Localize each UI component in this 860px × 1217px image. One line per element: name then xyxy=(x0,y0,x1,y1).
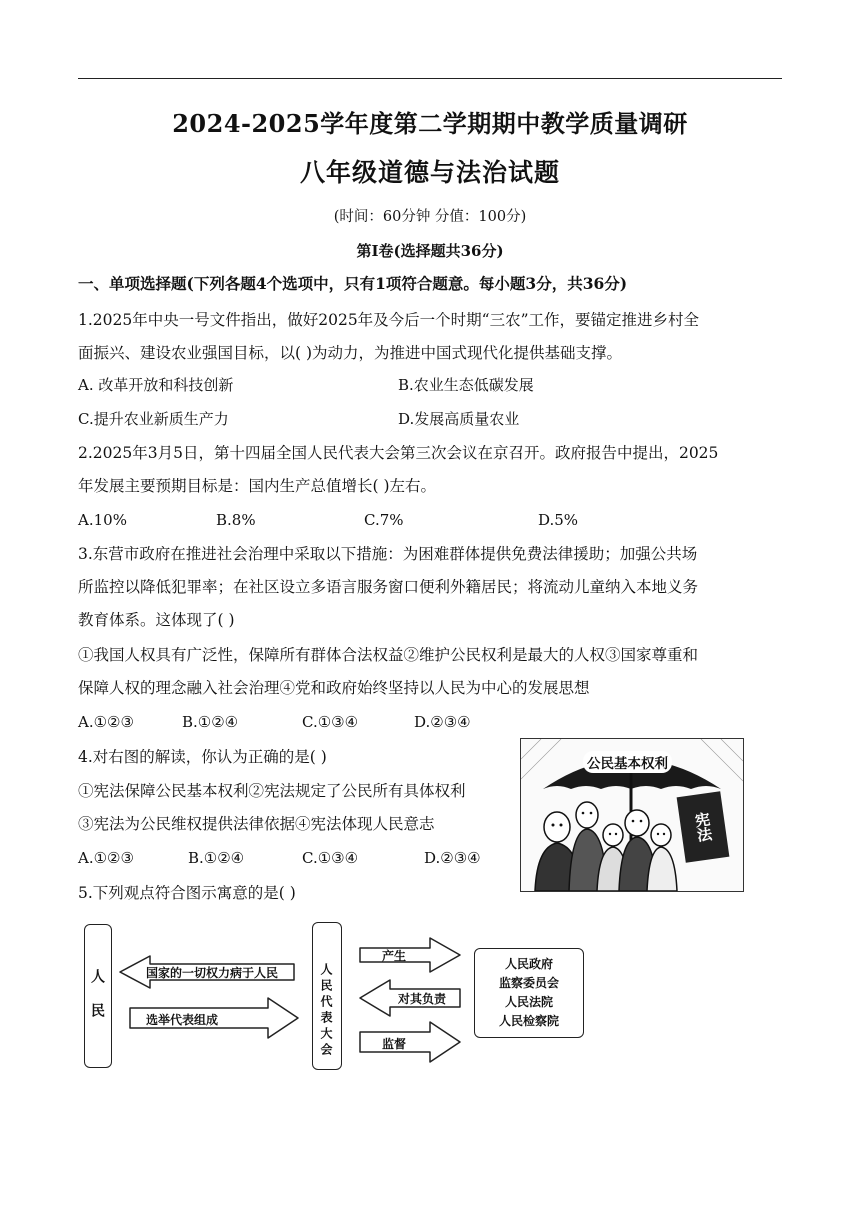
q3-option-d: D.②③④ xyxy=(414,713,471,731)
q1-option-a: A. 改革开放和科技创新 xyxy=(78,376,234,394)
diagram-arrows xyxy=(80,918,700,1076)
q3-option-c: C.①③④ xyxy=(302,713,359,731)
q2-option-a: A.10% xyxy=(78,511,127,529)
organ-court: 人民法院 xyxy=(504,995,553,1009)
arrow-responsible-label: 对其负责 xyxy=(398,992,447,1006)
q2-option-b: B.8% xyxy=(216,511,256,529)
arrow-supervise-shape xyxy=(360,1022,460,1062)
q2-option-c: C.7% xyxy=(364,511,404,529)
npc-diagram xyxy=(80,918,700,1076)
q3-line3: 教育体系。这体现了( ) xyxy=(78,611,235,629)
q2-line1: 2.2025年3月5日，第十四届全国人民代表大会第三次会议在京召开。政府报告中提出，2025 xyxy=(78,444,719,462)
q1-option-c: C.提升农业新质生产力 xyxy=(78,410,229,428)
q1-line2: 面振兴、建设农业强国目标，以( )为动力，为推进中国式现代化提供基础支撑。 xyxy=(78,344,623,362)
q3-line4: ①我国人权具有广泛性，保障所有群体合法权益②维护公民权利是最大的人权③国家尊重和 xyxy=(78,646,699,664)
exam-meta: (时间：60分钟 分值：100分) xyxy=(333,209,527,225)
section-heading: 一、单项选择题(下列各题4个选项中，只有1项符合题意。每小题3分，共36分) xyxy=(78,274,628,293)
q2-line2: 年发展主要预期目标是：国内生产总值增长( )左右。 xyxy=(78,477,437,495)
organ-procuratorate: 人民检察院 xyxy=(498,1014,559,1028)
q4-option-d: D.②③④ xyxy=(424,849,481,867)
q2-option-d: D.5% xyxy=(538,511,579,529)
arrow-power-label: 国家的一切权力病于人民 xyxy=(146,966,279,980)
umbrella-label: 公民基本权利 xyxy=(583,751,672,773)
q4-option-c: C.①③④ xyxy=(302,849,359,867)
q5-line1: 5.下列观点符合图示寓意的是( ) xyxy=(78,884,296,902)
arrow-elect-label: 选举代表组成 xyxy=(146,1013,219,1027)
q4-line2: ①宪法保障公民基本权利②宪法规定了公民所有具体权利 xyxy=(78,782,466,800)
part-heading: 第Ⅰ卷(选择题共36分) xyxy=(356,242,504,260)
exam-subtitle: 八年级道德与法治试题 xyxy=(299,158,560,187)
q1-line1: 1.2025年中央一号文件指出，做好2025年及今后一个时期“三农”工作，要锚定推进乡村全 xyxy=(78,311,700,329)
organ-supervision: 监察委员会 xyxy=(498,976,559,990)
q1-option-b: B.农业生态低碳发展 xyxy=(398,376,534,394)
top-rule xyxy=(78,78,782,79)
constitution-cartoon xyxy=(520,738,744,892)
q4-line1: 4.对右图的解读，你认为正确的是( ) xyxy=(78,748,327,766)
q3-line2: 所监控以降低犯罪率；在社区设立多语言服务窗口便利外籍居民；将流动儿童纳入本地义务 xyxy=(78,578,699,596)
q3-line1: 3.东营市政府在推进社会治理中采取以下措施：为困难群体提供免费法律援助；加强公共场 xyxy=(78,545,698,563)
q4-option-a: A.①②③ xyxy=(78,849,134,867)
q4-option-b: B.①②④ xyxy=(188,849,245,867)
q3-option-b: B.①②④ xyxy=(182,713,239,731)
q3-line5: 保障人权的理念融入社会治理④党和政府始终坚持以人民为中心的发展思想 xyxy=(78,679,590,697)
organ-government: 人民政府 xyxy=(504,957,553,971)
constitution-book-label: 宪法 xyxy=(677,791,730,862)
npc-box: 人民代表大会 xyxy=(312,922,342,1070)
arrow-supervise-label: 监督 xyxy=(382,1037,407,1051)
state-organs-box xyxy=(474,948,584,1038)
q3-option-a: A.①②③ xyxy=(78,713,134,731)
arrow-produce-label: 产生 xyxy=(382,949,407,963)
q4-line3: ③宪法为公民维权提供法律依据④宪法体现人民意志 xyxy=(78,815,435,833)
arrow-produce-shape xyxy=(360,938,460,972)
people-box: 人民 xyxy=(84,924,112,1068)
exam-title: 2024-2025学年度第二学期期中教学质量调研 xyxy=(172,109,688,138)
q1-option-d: D.发展高质量农业 xyxy=(398,410,520,428)
